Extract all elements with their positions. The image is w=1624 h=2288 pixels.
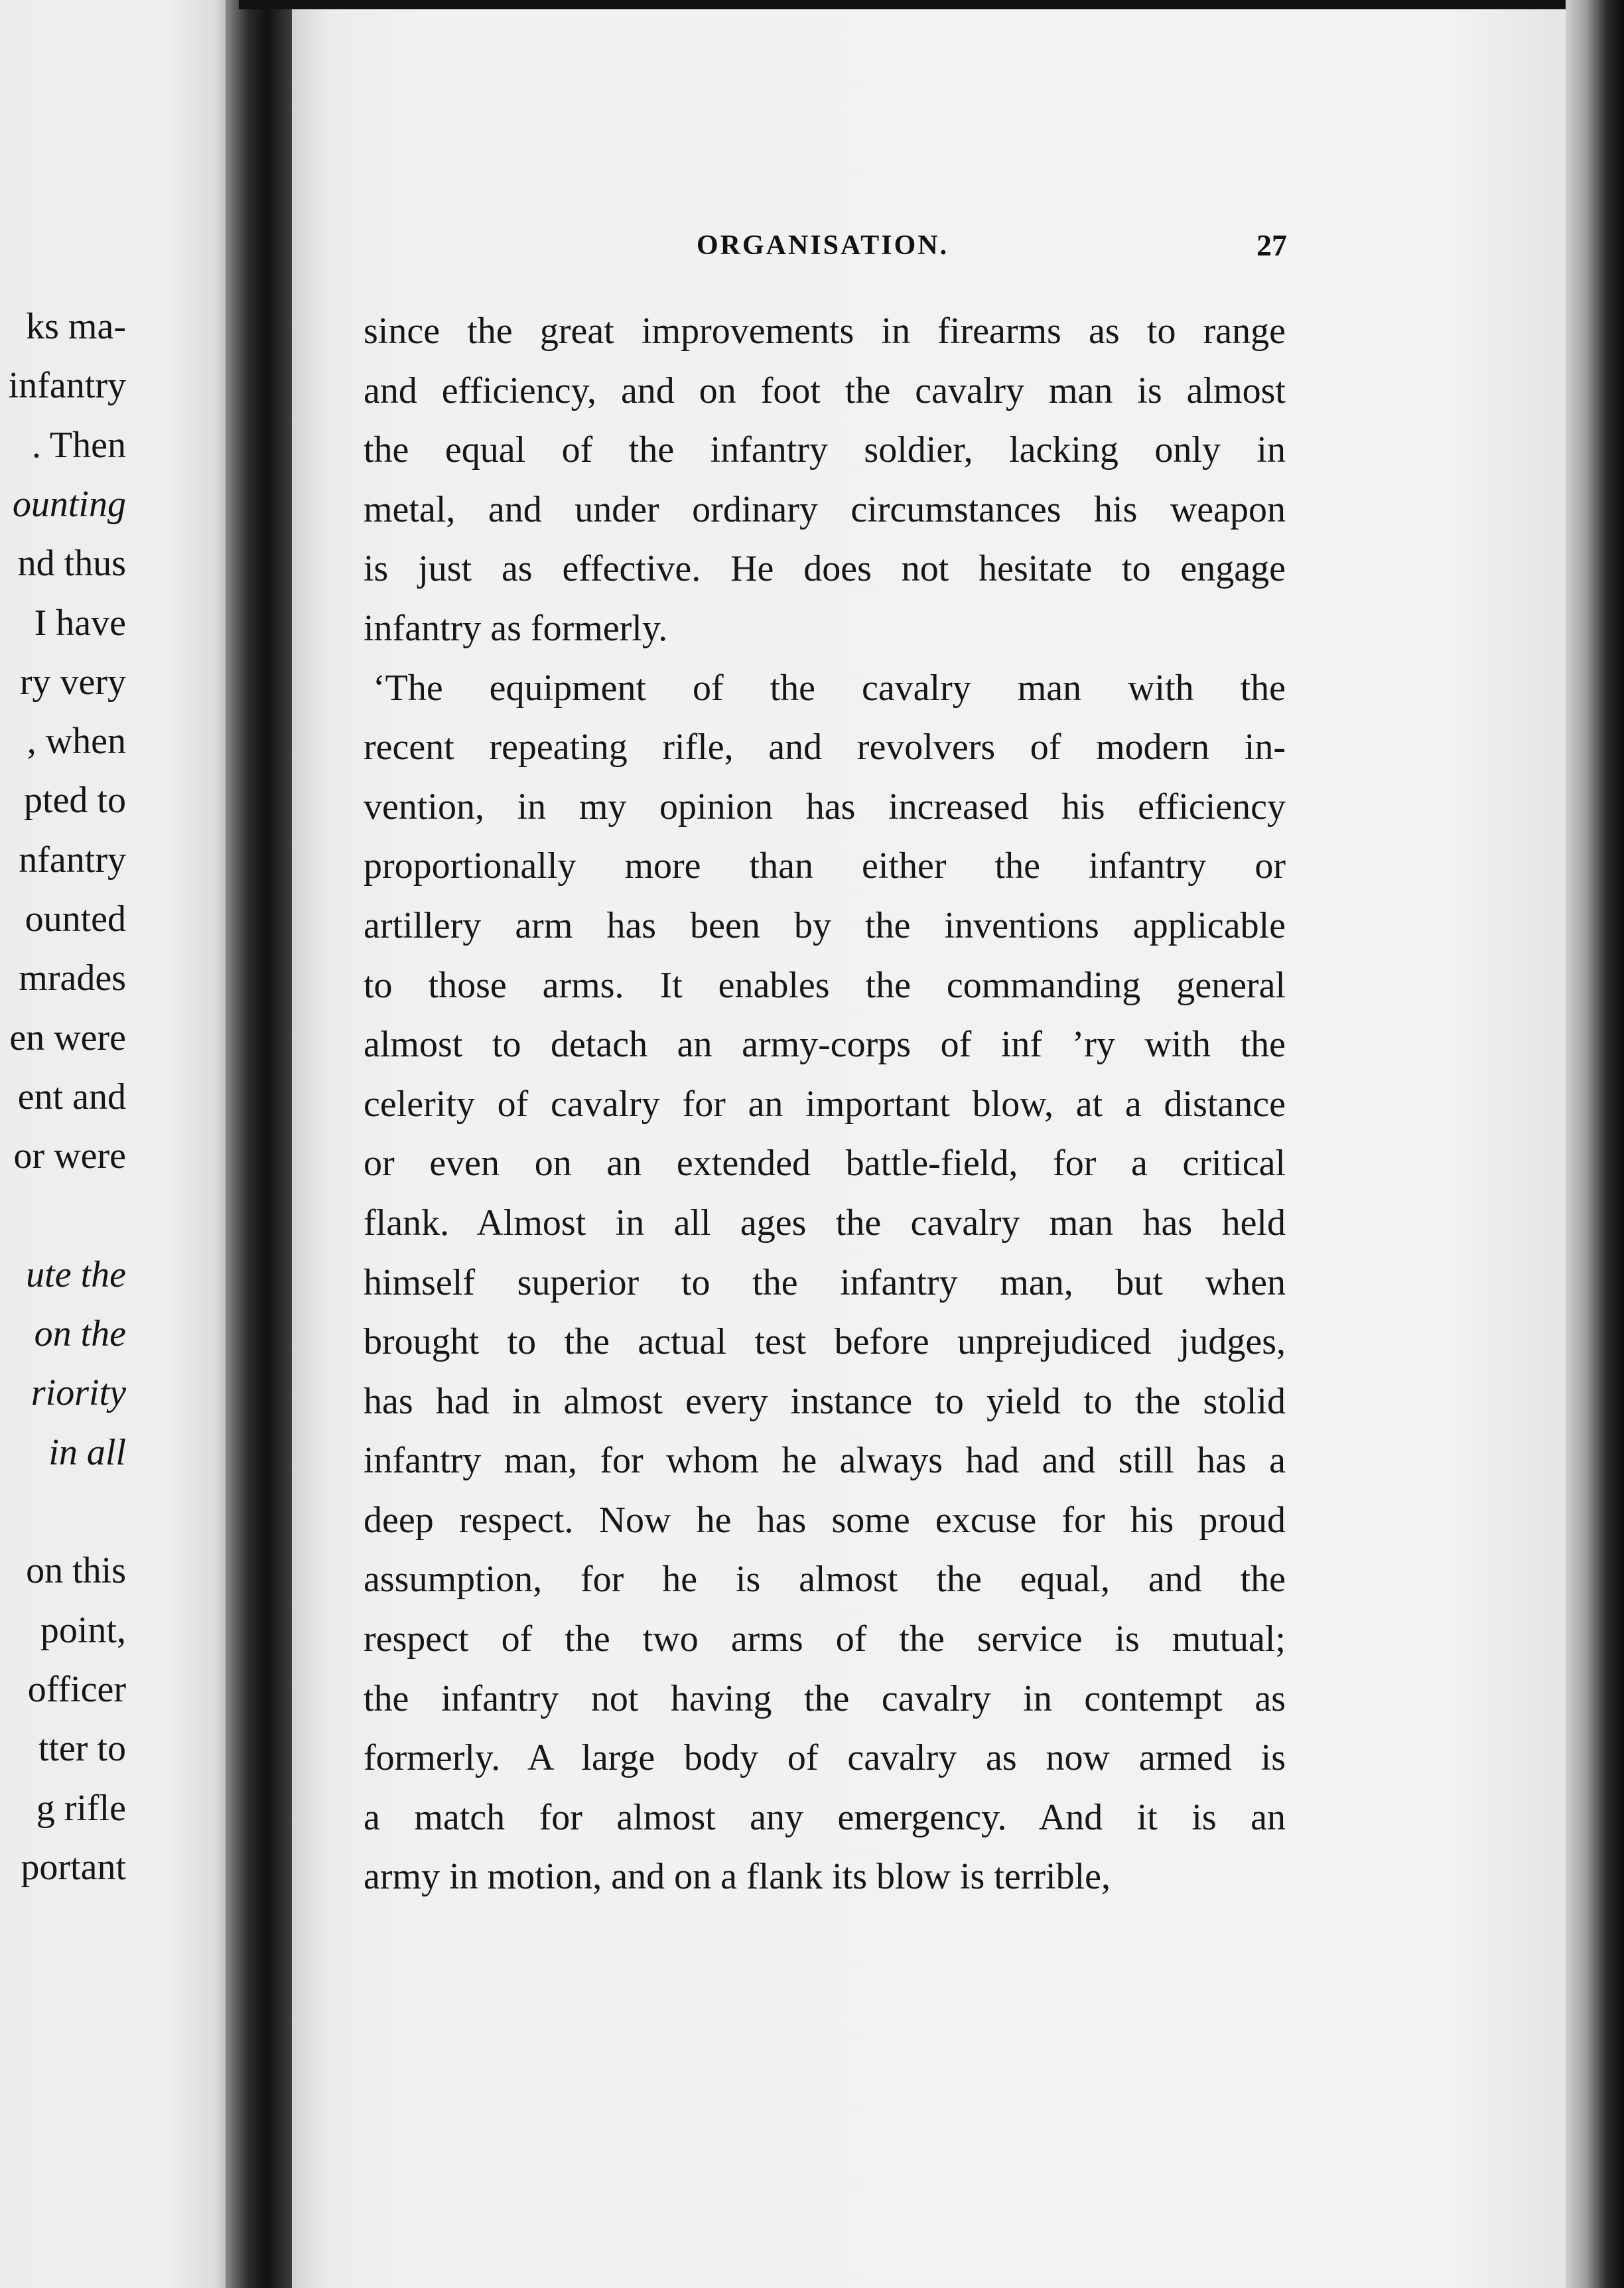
left-page-fragment: in all bbox=[48, 1431, 126, 1473]
left-facing-page bbox=[0, 0, 239, 2288]
text-line: a match for almost any emergency. And it is an bbox=[364, 1796, 1286, 1838]
text-line: and efficiency, and on foot the cavalry man is almost bbox=[364, 370, 1286, 411]
text-line: artillery arm has been by the inventions applicable bbox=[364, 904, 1286, 946]
left-page-fragment: nfantry bbox=[19, 839, 126, 881]
text-line: has had in almost every instance to yield to the stolid bbox=[364, 1380, 1286, 1422]
left-page-fragment: ounted bbox=[25, 898, 126, 940]
left-page-fragment: or were bbox=[13, 1135, 126, 1177]
text-line: vention, in my opinion has increased his efficiency bbox=[364, 786, 1286, 827]
left-page-fragment: portant bbox=[21, 1846, 126, 1888]
text-line: brought to the actual test before unprejudiced judges, bbox=[364, 1321, 1286, 1363]
left-page-fragment: mrades bbox=[19, 958, 126, 999]
text-line: deep respect. Now he has some excuse for his proud bbox=[364, 1499, 1286, 1541]
page-top-edge bbox=[239, 0, 1566, 9]
text-line: infantry man, for whom he always had and still has a bbox=[364, 1440, 1286, 1482]
left-page-text bbox=[0, 0, 239, 2288]
text-line: celerity of cavalry for an important blow, at a distance bbox=[364, 1083, 1286, 1125]
text-line: formerly. A large body of cavalry as now armed is bbox=[364, 1737, 1286, 1779]
text-line: himself superior to the infantry man, but when bbox=[364, 1261, 1286, 1303]
text-line: flank. Almost in all ages the cavalry man has held bbox=[364, 1202, 1286, 1244]
text-line: the equal of the infantry soldier, lacking only in bbox=[364, 429, 1286, 471]
text-line: since the great improvements in firearms as to range bbox=[364, 311, 1286, 352]
text-line: infantry as formerly. bbox=[364, 607, 668, 649]
text-line: respect of the two arms of the service is mutual; bbox=[364, 1618, 1286, 1660]
left-page-fragment: ute the bbox=[26, 1253, 126, 1295]
left-page-fragment: ks ma- bbox=[26, 306, 126, 347]
page-number: 27 bbox=[1256, 228, 1287, 262]
text-line: assumption, for he is almost the equal, and the bbox=[364, 1559, 1286, 1601]
text-line: ‘The equipment of the cavalry man with the bbox=[373, 667, 1286, 709]
left-page-fragment: ounting bbox=[12, 483, 126, 525]
left-page-fragment: tter to bbox=[38, 1728, 126, 1770]
left-page-fragment: on this bbox=[26, 1550, 126, 1592]
left-page-fragment: I have bbox=[34, 602, 126, 644]
left-page-fragment: on the bbox=[34, 1313, 126, 1355]
left-page-fragment: riority bbox=[31, 1372, 126, 1414]
left-page-fragment: officer bbox=[27, 1668, 126, 1710]
left-page-fragment: ry very bbox=[19, 661, 126, 703]
left-page-fragment: , when bbox=[27, 721, 126, 762]
text-line: the infantry not having the cavalry in contempt as bbox=[364, 1678, 1286, 1719]
left-page-fragment: infantry bbox=[8, 365, 126, 407]
text-line: to those arms. It enables the commanding general bbox=[364, 964, 1286, 1006]
left-page-fragment: . Then bbox=[31, 424, 126, 466]
left-page-fragment: pted to bbox=[24, 780, 126, 822]
text-line: proportionally more than either the infantry or bbox=[364, 845, 1286, 887]
running-head bbox=[663, 226, 1287, 272]
left-page-fragment: ent and bbox=[17, 1076, 126, 1117]
text-line: is just as effective. He does not hesitate to engage bbox=[364, 548, 1286, 590]
left-page-fragment: g rifle bbox=[36, 1787, 126, 1829]
left-page-fragment: point, bbox=[40, 1609, 126, 1651]
left-page-fragment: nd thus bbox=[17, 543, 126, 585]
left-page-fragment: en were bbox=[9, 1017, 126, 1058]
text-line: or even on an extended battle-field, for a critical bbox=[364, 1143, 1286, 1184]
page-body-text bbox=[364, 302, 1286, 1907]
running-head-title: ORGANISATION. bbox=[697, 230, 949, 261]
page-right-edge bbox=[1566, 0, 1624, 2288]
text-line: almost to detach an army-corps of inf ’ry with the bbox=[364, 1024, 1286, 1066]
text-line: recent repeating rifle, and revolvers of modern in- bbox=[364, 727, 1286, 768]
text-line: metal, and under ordinary circumstances his weapon bbox=[364, 488, 1286, 530]
text-line: army in motion, and on a flank its blow is terrible, bbox=[364, 1856, 1111, 1898]
